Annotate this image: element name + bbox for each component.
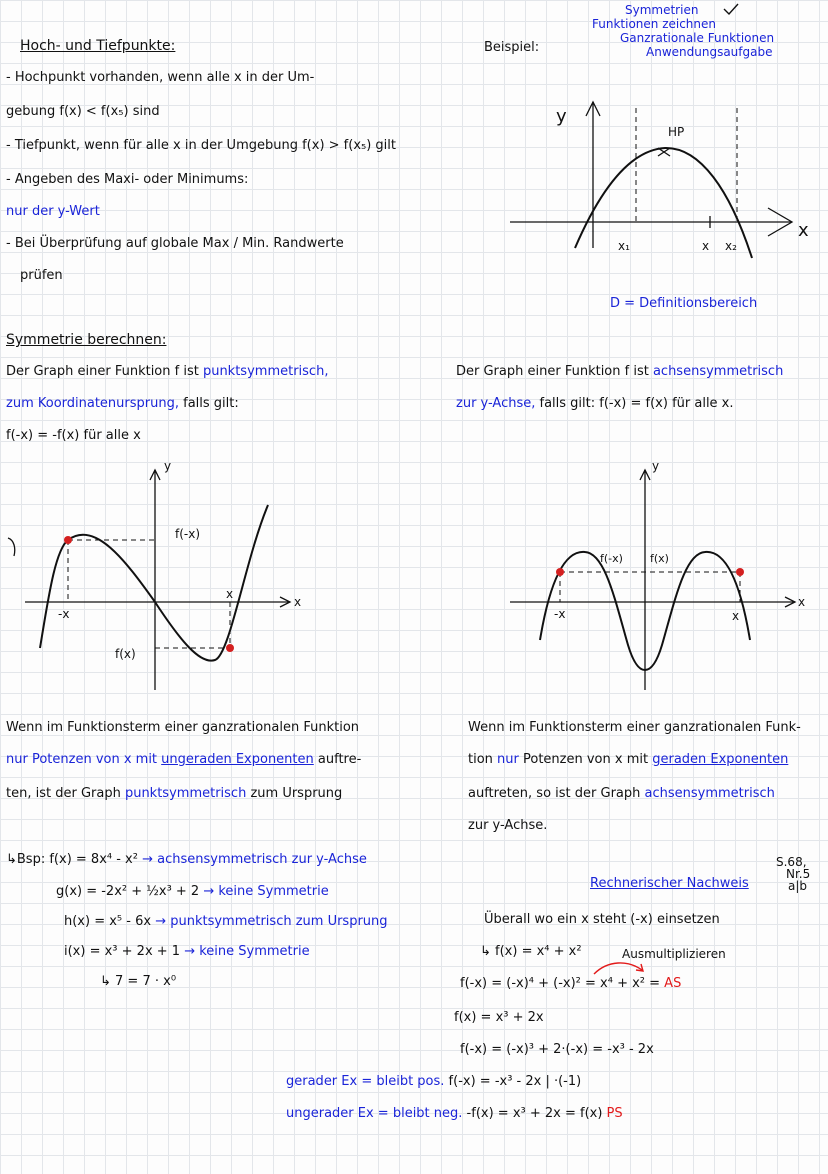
example-row: [56, 884, 329, 900]
proof-result: AS: [660, 976, 682, 991]
f-pos-label: f(x): [115, 647, 136, 661]
as-rule-line2: [468, 752, 788, 768]
proof-result: PS: [602, 1106, 623, 1121]
y-label: y: [556, 106, 567, 127]
proof-line: [460, 976, 681, 992]
ps-definition-line1: [6, 364, 328, 380]
proof-note: Ausmultiplizieren: [622, 947, 726, 961]
hp-label: HP: [668, 125, 685, 139]
example-function: i(x) = x³ + 2x + 1: [64, 944, 181, 959]
example-row: [64, 944, 310, 960]
check-line: - Bei Überprüfung auf globale Max / Min. Randwerte: [6, 236, 344, 251]
point-marker: [556, 568, 564, 576]
rule-text: ten, ist der Graph: [6, 786, 125, 801]
extrema-line: - Tiefpunkt, wenn für alle x in der Umgebung f(x) > f(x₅) gilt: [6, 138, 397, 153]
as-rule-line1: Wenn im Funktionsterm einer ganzrationalen Funk-: [468, 720, 801, 735]
example-function: ↳Bsp: f(x) = 8x⁴ - x²: [6, 852, 138, 867]
as-def-axis: zur y-Achse,: [456, 396, 536, 411]
rule-text: nur Potenzen von x mit: [6, 752, 162, 767]
example-row: [6, 852, 367, 868]
rule-highlight: geraden Exponenten: [652, 752, 789, 767]
extrema-line: - Hochpunkt vorhanden, wenn alle x in der Um-: [6, 70, 315, 85]
example-function: g(x) = -2x² + ½x³ + 2: [56, 884, 200, 899]
topic-item: Symmetrien: [625, 3, 699, 17]
x1-label: x₁: [618, 239, 630, 253]
pos-x-label: x: [226, 587, 234, 601]
example-result: → achsensymmetrisch zur y-Achse: [137, 852, 367, 867]
hp-marker: [658, 148, 670, 156]
only-y-note: nur der y-Wert: [6, 204, 100, 219]
rule-highlight: nur: [497, 752, 519, 767]
neg-x-label: -x: [554, 607, 566, 621]
page-reference: S.68,: [776, 855, 807, 869]
f-neg-label: f(-x): [175, 527, 201, 541]
y-label: y: [652, 459, 660, 473]
proof-line: Überall wo ein x steht (-x) einsetzen: [484, 912, 720, 927]
check-icon: [722, 2, 740, 16]
ps-def-falls: falls gilt:: [178, 396, 239, 411]
ps-rule-line3: [6, 786, 342, 802]
proof-calc: -f(x) = x³ + 2x = f(x): [462, 1106, 603, 1121]
cubic-curve: [40, 505, 268, 661]
ps-formula: f(-x) = -f(x) für alle x: [6, 428, 141, 443]
rule-text: auftreten, so ist der Graph: [468, 786, 645, 801]
proof-line: [286, 1074, 581, 1090]
page-reference: a|b: [788, 879, 808, 893]
as-rule-line4: zur y-Achse.: [468, 818, 548, 833]
extrema-example-graph: [500, 90, 820, 270]
x-label: x: [798, 595, 806, 609]
rule-highlight: ungeraden Exponenten: [161, 752, 314, 767]
constant-note: ↳ 7 = 7 · x⁰: [100, 974, 177, 989]
point-marker: [226, 644, 234, 652]
domain-note: D = Definitionsbereich: [610, 296, 758, 311]
ps-def-highlight: punktsymmetrisch,: [202, 364, 329, 379]
topic-item: Ganzrationale Funktionen: [620, 31, 775, 45]
f-pos-label: f(x): [650, 552, 669, 565]
topic-item: Anwendungsaufgabe: [646, 45, 773, 59]
extrema-line: gebung f(x) < f(x₅) sind: [6, 104, 160, 119]
as-def-highlight: achsensymmetrisch: [652, 364, 784, 379]
point-marker: [736, 568, 744, 576]
heading-extrema: Hoch- und Tiefpunkte:: [20, 38, 176, 54]
example-result: → keine Symmetrie: [180, 944, 310, 959]
proof-line: [286, 1106, 623, 1122]
proof-line: f(x) = x³ + 2x: [454, 1010, 544, 1025]
as-definition-line1: [456, 364, 783, 380]
axis-symmetry-graph: [500, 455, 820, 685]
rule-text: auftre-: [313, 752, 362, 767]
ps-def-text: Der Graph einer Funktion f ist: [6, 364, 203, 379]
as-def-text: Der Graph einer Funktion f ist: [456, 364, 653, 379]
stray-mark: [8, 538, 15, 556]
example-row: [64, 914, 388, 930]
proof-heading: Rechnerischer Nachweis: [590, 876, 749, 891]
x-label: x: [798, 220, 809, 241]
arrow-icon: [590, 958, 650, 978]
example-function: h(x) = x⁵ - 6x: [64, 914, 152, 929]
proof-line: f(-x) = (-x)³ + 2·(-x) = -x³ - 2x: [460, 1042, 654, 1057]
pos-x-label: x: [732, 609, 740, 623]
proof-note: gerader Ex = bleibt pos.: [286, 1074, 445, 1089]
rule-text: Potenzen von x mit: [518, 752, 653, 767]
proof-calc: f(-x) = (-x)⁴ + (-x)² = x⁴ + x² =: [460, 976, 661, 991]
neg-x-label: -x: [58, 607, 70, 621]
rule-text: zum Ursprung: [246, 786, 343, 801]
as-definition-line2: [456, 396, 734, 412]
check-line: prüfen: [20, 268, 63, 283]
y-label: y: [164, 459, 172, 473]
symmetry-heading: Symmetrie berechnen:: [6, 332, 167, 348]
f-neg-label: f(-x): [600, 552, 623, 565]
topic-item: Funktionen zeichnen: [592, 17, 717, 31]
example-result: → punktsymmetrisch zum Ursprung: [151, 914, 388, 929]
as-rule-line3: [468, 786, 775, 802]
rule-highlight: achsensymmetrisch: [644, 786, 775, 801]
proof-note: ungerader Ex = bleibt neg.: [286, 1106, 463, 1121]
page-reference: Nr.5: [786, 867, 811, 881]
x-tick-label: x: [702, 239, 710, 253]
ps-rule-line1: Wenn im Funktionsterm einer ganzrationalen Funktion: [6, 720, 360, 735]
x-label: x: [294, 595, 302, 609]
rule-highlight: punktsymmetrisch: [124, 786, 247, 801]
point-symmetry-graph: [0, 455, 330, 685]
extrema-line: - Angeben des Maxi- oder Minimums:: [6, 172, 249, 187]
proof-line: ↳ f(x) = x⁴ + x²: [480, 944, 582, 959]
proof-calc: f(-x) = -x³ - 2x | ·(-1): [444, 1074, 582, 1089]
ps-rule-line2: [6, 752, 361, 768]
x2-label: x₂: [725, 239, 737, 253]
example-label: Beispiel:: [484, 40, 540, 55]
ps-definition-line2: [6, 396, 239, 412]
as-def-formula: falls gilt: f(-x) = f(x) für alle x.: [535, 396, 734, 411]
point-marker: [64, 536, 72, 544]
rule-text: tion: [468, 752, 498, 767]
example-result: → keine Symmetrie: [199, 884, 329, 899]
ps-def-origin: zum Koordinatenursprung,: [6, 396, 179, 411]
